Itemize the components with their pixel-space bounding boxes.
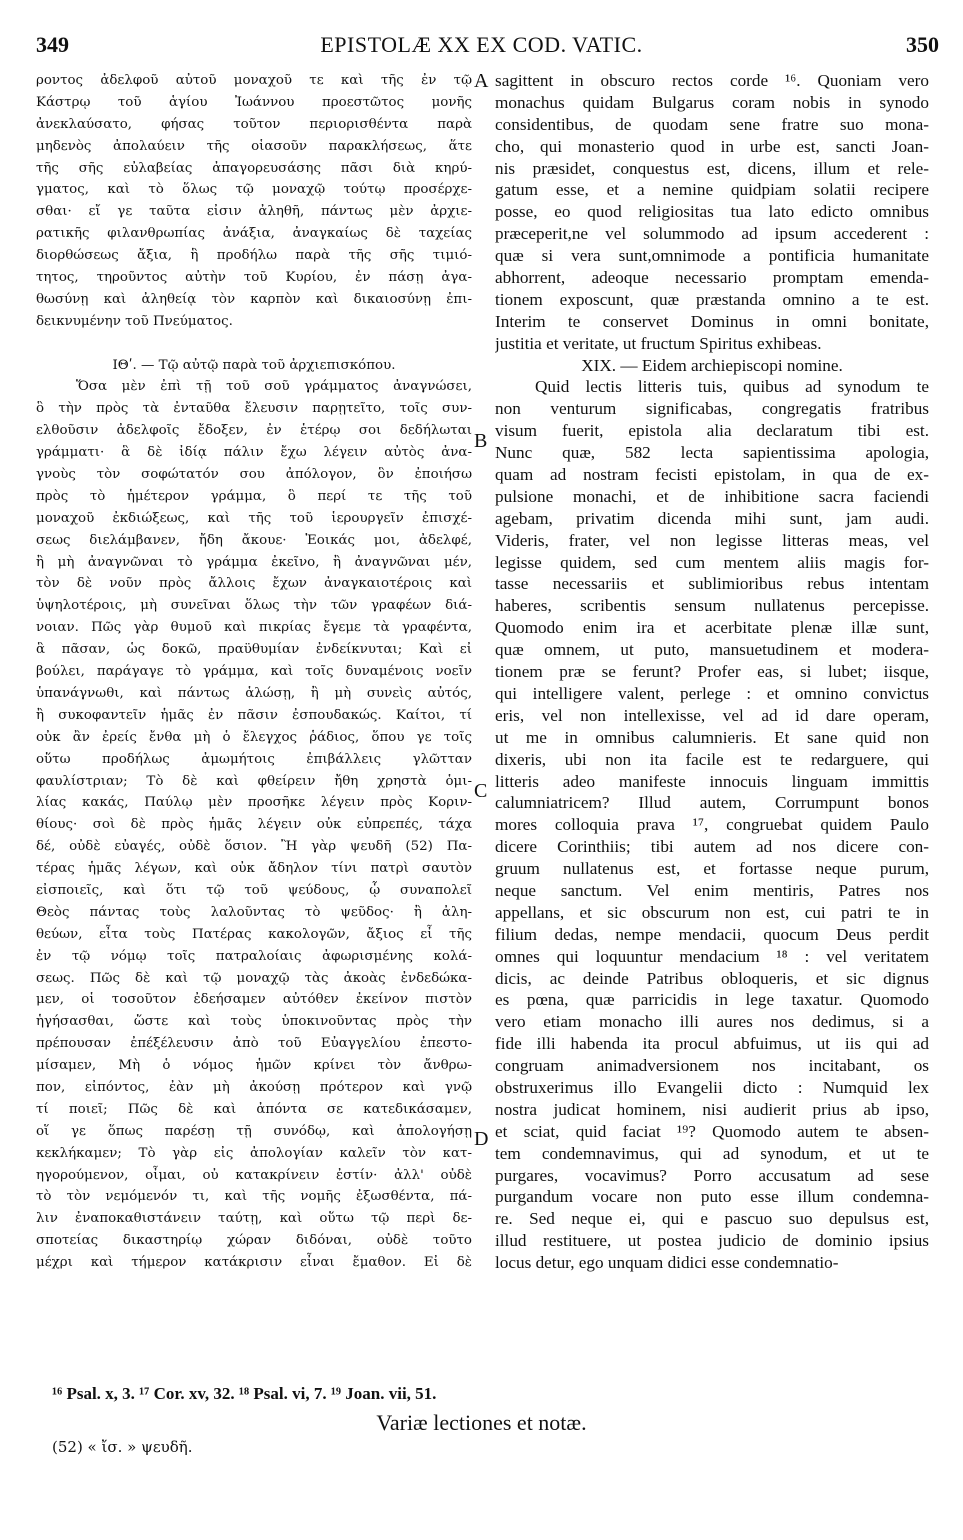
greek-line: βούλει, παράγαγε τὸ γράμμα, καὶ τοῖς δυναμένοις νοεῖν <box>36 664 472 680</box>
greek-line: λιν ἐναποκαθιστάνειν ταύτῃ, καὶ οὕτω τῷ περὶ δε- <box>36 1211 472 1227</box>
greek-line: τῆς σῆς εὐλαβείας ἀπαγορευσάσης πᾶσι διὰ κηρύ- <box>36 160 472 176</box>
latin-line: Nunc quæ, 582 lecta sapientissima apologia, <box>495 443 929 463</box>
greek-line: σποτείας δικαστηρίῳ χώραν διδόναι, οὐδὲ τοῦτο <box>36 1233 472 1249</box>
latin-line: sagittent in obscuro rectos corde ¹⁶. Quoniam vero <box>495 71 929 90</box>
greek-line: τητος, τηροῦντος αὐτὴν τοῦ Κυρίου, ἐν πάσῃ ἀγα- <box>36 270 472 286</box>
latin-line: monachus quidam Bulgarus coram nobis in synodo <box>495 92 929 112</box>
latin-line: mores colloquia prava ¹⁷, congruebat quidem Paulo <box>495 815 929 835</box>
latin-line: ut me in omnibus calumnieris. Et sane quid non <box>495 727 929 747</box>
greek-line: ηγορούμενον, οἶμαι, οὐ κατακρίνειν ἐστίν· ἀλλ' οὐδὲ <box>36 1167 472 1183</box>
greek-line: δεικνυμένην τοῦ Πνεύματος. <box>36 313 233 329</box>
latin-line: tem condemnavimus, qui ad synodum, et ut te <box>495 1143 929 1163</box>
greek-line: σεως. Πῶς δὲ καὶ τῷ μοναχῷ τὰς ἀκοὰς ἐνδεδώκα- <box>36 970 472 986</box>
latin-line: pulsione monachi, et de inhibitione sacra faciendi <box>495 486 929 506</box>
greek-line: θίους· σοὶ δὲ πρὸς ἡμᾶς λέγειν οὐκ εὐπρεπές, τάχα <box>36 817 472 833</box>
latin-line: dicere Corinthiis; tibi autem ad nos dicere con- <box>495 837 929 857</box>
greek-line: ΙΘʹ. — Τῷ αὐτῷ παρὰ τοῦ ἀρχιεπισκόπου. <box>112 357 396 373</box>
latin-line: vero etiam monacho illi aures nos dedimus, si a <box>495 1012 929 1032</box>
greek-line: λίας κακάς, Παύλῳ μὲν προσῆκε λέγειν πρὸς Κοριν- <box>36 795 472 811</box>
latin-line: es pœna, quæ parricidis in lege taxatur. Quomodo <box>495 990 929 1010</box>
latin-line: tasse necessariis et sublimioribus rebus intentam <box>495 574 929 594</box>
greek-line: σεως διελάμβανεν, ἤδη ἄκουε· Ἐοικάς μοι, ἀδελφέ, <box>36 532 472 548</box>
greek-line: ἀνεκλαύσατο, φήσας τοῦτον περιορισθέντα παρὰ <box>36 116 472 132</box>
latin-line: quæ si vera sunt,omnimode a pontificia humanitate <box>495 246 929 266</box>
greek-line: τὸ τὸν νεμόμενόν τι, καὶ τῆς νομῆς ἐξωσθέντα, πά- <box>36 1189 472 1205</box>
margin-letter-d: D <box>474 1128 489 1150</box>
greek-column <box>36 70 472 1274</box>
greek-line: σθαι· εἴ γε ταῦτα εἰσιν ἀληθῆ, πάντως μὲν ἀρχιε- <box>36 204 472 220</box>
latin-line: tionem exposcunt, quæ præstanda omnino a te est. <box>495 289 929 309</box>
latin-line: quæ omnem, ut puto, mansuetudinem et modera- <box>495 640 929 660</box>
latin-line: legisse quidem, sed cum mentem aliis magis for- <box>495 552 929 572</box>
latin-line: obstruxerimus illo Evangelii dicto : Numquid lex <box>495 1077 929 1097</box>
latin-line: appellans, et sic obscurum non est, cui patri te in <box>495 902 929 922</box>
variant-note: (52) « ἴσ. » ψευδῆ. <box>52 1438 193 1456</box>
page-number-right: 350 <box>906 32 939 57</box>
footnotes: ¹⁶ Psal. x, 3. ¹⁷ Cor. xv, 32. ¹⁸ Psal. vi, 7. ¹⁹ Joan. vii, 51. <box>52 1384 437 1403</box>
greek-line: νοιαν. Πῶς γὰρ θυμοῦ καὶ πικρίας ἔγεμε τὰ γραφέντα, <box>36 620 472 636</box>
greek-line: θεύων, εἶτα τοὺς Πατέρας κακολογῶν, ἄξιος εἶ τῆς <box>36 926 472 942</box>
greek-line: ἢ συκοφαντεῖν ἡμᾶς ἐν πᾶσιν ἐσπουδακώς. Καίτοι, τί <box>36 707 472 723</box>
greek-line: τί ποιεῖ; Πῶς δὲ καὶ ἀπόντα σε κατεδικάσαμεν, <box>36 1101 472 1117</box>
latin-line: re. Sed neque ei, qui e pascuo suo depulsus est, <box>495 1209 929 1229</box>
latin-line: præceperit,ne vel solummodo ad ipsum accederent : <box>495 224 929 244</box>
greek-line: μίσαμεν, Μὴ ὁ νόμος ἡμῶν κρίνει τὸν ἄνθρω- <box>36 1058 472 1074</box>
latin-line: purgandum vocare non puto esse illum condemna- <box>495 1187 929 1207</box>
latin-line: dixeris, ubi non ita facile est te redarguere, qui <box>495 749 929 769</box>
latin-line: locus detur, ego unquam didici esse condemnatio- <box>495 1253 839 1273</box>
latin-line: cho, qui monasterio quod in urbe est, sancti Joan- <box>495 136 929 156</box>
latin-line: dicis, ac deinde Patribus obloqueris, et sic dignus <box>495 968 929 988</box>
greek-line: μεν, οἱ τοσοῦτον ἐδεήσαμεν αὐτόθεν ἐκείνον πιστὸν <box>36 992 472 1008</box>
margin-letter-c: C <box>474 780 488 802</box>
greek-line: δέ, οὐδὲ εὐαγές, οὐδὲ ὅσιον. Ἢ γὰρ ψευδῆ (52) Πα- <box>36 839 472 855</box>
latin-line: abhorrent, adeoque necessario promptam emenda- <box>495 268 929 288</box>
latin-line: litteris adeo manifeste innocuis linguam immittis <box>495 771 929 791</box>
greek-line: κεκλήκαμεν; Τὸ γὰρ εἰς ἀπολογίαν καλεῖν τὸν κατ- <box>36 1145 472 1161</box>
greek-line: μηδενὸς ἀπολαύειν τῆς οἱασοῦν παρακλήσεως, ἅτε <box>36 138 472 154</box>
greek-line: γράμματι· ἃ δὲ ἰδίᾳ πάλιν ἔχω λέγειν αὐτὸς ἀνα- <box>36 445 472 461</box>
greek-line: ροντος ἀδελφοῦ αὐτοῦ μοναχοῦ τε καὶ τῆς ἐν τῷ <box>36 73 472 88</box>
latin-line: qui intelligere valent, perlege : et omnino convictus <box>495 683 929 703</box>
latin-line: fide illi habenda ita procul abfuimus, ut iis qui ad <box>495 1034 929 1054</box>
latin-line: purgares, vocavimus? Porro accusatum ad sese <box>495 1165 929 1185</box>
greek-line: ὃ τὴν πρὸς τὰ ἐνταῦθα ἔλευσιν παρῃτεῖτο, τοῖς συν- <box>36 401 472 417</box>
latin-line: et sciat, quid faciat ¹⁹? Quomodo autem te absen- <box>495 1121 929 1141</box>
page-header <box>24 28 939 58</box>
greek-line: τὸν δὲ νοῦν πρὸς ἄλλοις ἔχων ἀναγκαιοτέροις καὶ <box>36 576 472 592</box>
latin-line: gatum esse, et a nemine quidpiam solatii recipere <box>495 180 929 200</box>
greek-line: διορθώσεως ἄξια, ἣ προδήλω παρὰ τῆς σῆς τιμιό- <box>36 248 472 264</box>
greek-line: ἐν τῷ νόμῳ τοῖς πατραλοίαις ἀφωρισμένης κολά- <box>36 948 472 964</box>
greek-line: φαυλίστριαν; Τὸ δὲ καὶ φθείρειν ἤθη χρηστὰ ὁμι- <box>36 773 472 789</box>
greek-line: ὑψηλοτέροις, μὴ συνεῖναι ὅλως τὴν τῶν γραφέων διά- <box>36 598 472 614</box>
greek-line: γνοὺς τὸν σοφώτατόν σου ἀπόλογον, ὃν ἐποιήσω <box>36 467 472 483</box>
latin-column <box>495 70 929 1274</box>
latin-line: agebam, privatim dicenda mihi sunt, jam audi. <box>495 508 929 528</box>
latin-line: quam ad nostram fecisti epistolam, in qua de ex- <box>495 465 929 485</box>
latin-line: haberes, scribentis sensum nullatenus percepisse. <box>495 596 929 616</box>
latin-line: justitia et veritate, ut fructum Spiritus exhibeas. <box>495 333 822 353</box>
latin-line: Interim te conservet Dominus in omni bonitate, <box>495 311 929 331</box>
variae-heading: Variæ lectiones et notæ. <box>376 1410 587 1435</box>
greek-line: θωσύνῃ καὶ ἀληθείᾳ τὸν καρπὸν καὶ δικαιοσύνῃ ἐπι- <box>36 291 472 307</box>
latin-line: filium dedas, nempe mendacii, quocum Deus perdit <box>495 924 929 944</box>
latin-line: Videris, frater, vel non legisse litteras meas, vel <box>495 530 929 550</box>
greek-line: Θεὸς πάντας τοὺς λαλοῦντας τὸ ψεῦδος· ἢ ἀλη- <box>36 904 472 920</box>
latin-line: omnes qui loquuntur mendacium ¹⁸ : vel veritatem <box>495 946 929 966</box>
running-title: EPISTOLÆ XX EX COD. VATIC. <box>320 32 643 57</box>
greek-line: ελθοῦσιν ἀδελφοῖς ἔδοξεν, ἐν ἑτέρῳ σοι δεδήλωται <box>36 423 472 439</box>
greek-line: μοναχοῦ ἐκδιώξεως, καὶ τῆς τοῦ ἱερουργεῖν ἐπισχέ- <box>36 510 472 526</box>
greek-line: οἵ γε ὅπως παρέσῃ τῇ συνόδῳ, καὶ ἀπολογήσῃ <box>36 1123 472 1139</box>
latin-line: congruam animadversionem nos incitabant, os <box>495 1056 929 1076</box>
greek-line: τέρας ἡμᾶς λέγων, καὶ οὐκ ἄδηλον τίνι πατρὶ σαυτὸν <box>36 861 472 877</box>
greek-line: μέχρι καὶ τήμερον κατάκρισιν εἶναι ἔμαθον. Εἰ δὲ <box>36 1255 472 1271</box>
greek-line: ἡγήσασθαι, ὥστε καὶ τοὺς ὑποκινοῦντας πρὸς τὴν <box>36 1014 472 1030</box>
greek-line: πρὸς τὸ ἡμέτερον γράμμα, ὃ περί τε τῆς τοῦ <box>36 488 472 504</box>
page-number-left: 349 <box>36 32 69 57</box>
greek-line: Ὅσα μὲν ἐπὶ τῇ τοῦ σοῦ γράμματος ἀναγνώσει, <box>76 379 472 395</box>
greek-line: εἰσποιεῖς, καὶ ὅτι τῷ τοῦ ψεύδους, ᾧ συναπολεῖ <box>36 882 472 898</box>
greek-line <box>36 333 472 355</box>
greek-line: πον, εἰπόντος, ἐὰν μὴ ἀκούσῃ πρότερον καὶ γνῷ <box>36 1079 472 1095</box>
latin-line: illud restituere, ut postea judicio de dominio ipsius <box>495 1231 929 1251</box>
greek-line: οὕτω προδήλως ἀμωμήτοις ἐπιβάλλεις γλῶτταν <box>36 751 472 767</box>
greek-line: ρατικῆς φιλανθρωπίας ἀνάξια, ἀναγκαίως δὲ ταχείας <box>36 226 472 242</box>
greek-line: οὐκ ἂν ἐρείς ἔνθα μὴ ὁ ἔλεγχος ῥάδιος, ὅπου γε τοῖς <box>36 729 472 745</box>
latin-line: XIX. — Eidem archiepiscopi nomine. <box>581 355 843 375</box>
latin-line: visum fuerit, epistola alia declaratum tibi est. <box>495 421 929 441</box>
latin-line: nis præsidet, conquestus est, dicens, illum et rele- <box>495 158 929 178</box>
latin-line: considentibus, de quodam sene fratre suo mona- <box>495 114 929 134</box>
latin-line: eris, vel non intellexisse, vel ad id dare operam, <box>495 705 929 725</box>
latin-line: nostra judicat hominem, nisi audierit prius ab ipso, <box>495 1099 929 1119</box>
greek-line: ἢ μὴ ἀναγνῶναι τὸ γράμμα ἐκεῖνο, ἢ ἀναγνῶναι μέν, <box>36 554 472 570</box>
greek-line: γματος, καὶ τὸ ὅλως τῷ μοναχῷ τούτῳ προσέρχε- <box>36 182 472 198</box>
greek-line: ὑπανάγνωθι, καὶ πάντως ἁλώσῃ, ἢ μὴ συνεὶς αὐτός, <box>36 685 472 701</box>
greek-line: πρέπουσαν ἐπέξέλευσιν ἀπὸ τοῦ Εὐαγγελίου ἐπεστο- <box>36 1036 472 1052</box>
margin-letter-b: B <box>474 430 488 452</box>
latin-line: tionem præ se ferunt? Profer eas, si lubet; iisque, <box>495 662 929 682</box>
latin-line: neque sanctum. Vel enim mentiris, Patres nos <box>495 880 929 900</box>
greek-line: ἃ πᾶσαν, ὡς δοκῶ, πραϋθυμίαν ἐνδείκνυται; Καὶ εἰ <box>36 642 472 658</box>
latin-line: calumniatricem? Illud autem, Corrumpunt bonos <box>495 793 929 813</box>
greek-line: Κάστρῳ τοῦ ἁγίου Ἰωάννου προεστῶτος μονῆς <box>36 94 472 110</box>
latin-line: Quid lectis litteris tuis, quibus ad synodum te <box>535 377 929 397</box>
latin-line: gruum nullatenus est, et fortasse neque purum, <box>495 859 929 879</box>
latin-line: Quomodo enim ira et acerbitate plenæ illæ sunt, <box>495 618 929 638</box>
margin-letter-a: A <box>474 70 489 92</box>
latin-line: posse, eo quod religiositas tua lato edicto omnibus <box>495 202 929 222</box>
latin-line: non venturum significabas, congregatis fratribus <box>495 399 929 419</box>
